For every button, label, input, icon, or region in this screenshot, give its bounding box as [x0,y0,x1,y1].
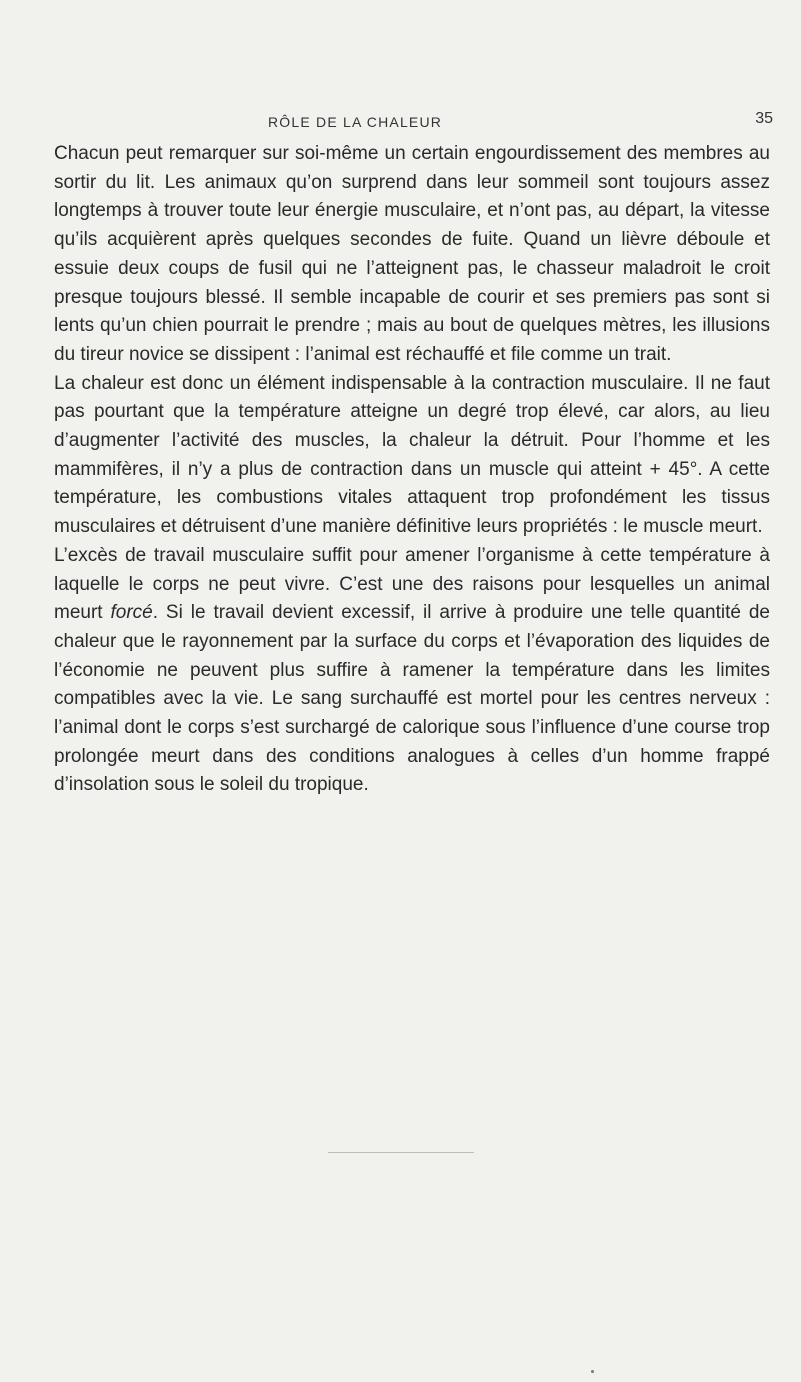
paragraph-3 [54,542,770,800]
end-rule [328,1152,474,1153]
paragraph-2 [54,370,770,542]
body-text [54,140,770,800]
running-title: RÔLE DE LA CHALEUR [268,114,443,130]
emphasized-word: forcé [110,602,153,624]
paragraph-3-text-end: . Si le travail devient excessif, il arrive à produire une telle quantité de chaleur que le rayonnement par la surface du corps et l’évaporation des liquides de l’économie ne peuvent plus suffire à ramener la température dans les limites compatibles avec la vie. Le sang surchauffé est mortel pour les centres nerveux : l’animal dont le corps s’est surchargé de calorique sous l’influence d’une course trop prolongée meurt dans des conditions analogues à celles d’un homme frappé d’insolation sous le soleil du tropique. [54,602,770,796]
paragraph-1 [54,140,770,370]
paragraph-2-text: La chaleur est donc un élément indispensable à la contraction musculaire. Il ne faut pas pourtant que la température atteigne un degré trop élevé, car alors, au lieu d’augmenter l’activité des muscles, la chaleur la détruit. Pour l’homme et les mammifères, il n’y a plus de contraction dans un muscle qui atteint + 45°. A cette température, les combustions vitales attaquent trop profondément les tissus musculaires et détruisent d’une manière définitive leurs propriétés : le muscle meurt. [54,372,770,538]
paper-speck [591,1370,594,1373]
paragraph-1-text: Chacun peut remarquer sur soi-même un certain engourdissement des membres au sortir du lit. Les animaux qu’on surprend dans leur sommeil sont toujours assez longtemps à trouver toute leur énergie musculaire, et n’ont pas, au départ, la vitesse qu’ils acquièrent après quelques secondes de fuite. Quand un lièvre déboule et essuie deux coups de fusil qui ne l’atteignent pas, le chasseur maladroit le croit presque toujours blessé. Il semble incapable de courir et ses premiers pas sont si lents qu’un chien pourrait le prendre ; mais au bout de quelques mètres, les illusions du tireur novice se dissipent : l’animal est réchauffé et file comme un trait. [54,143,770,365]
paragraph-3-text-start: L’excès de travail musculaire suffit pour amener l’organisme à cette température à laquelle le corps ne peut vivre. C’est une des raisons pour lesquelles un animal meurt [54,544,770,624]
page-number: 35 [755,110,773,127]
